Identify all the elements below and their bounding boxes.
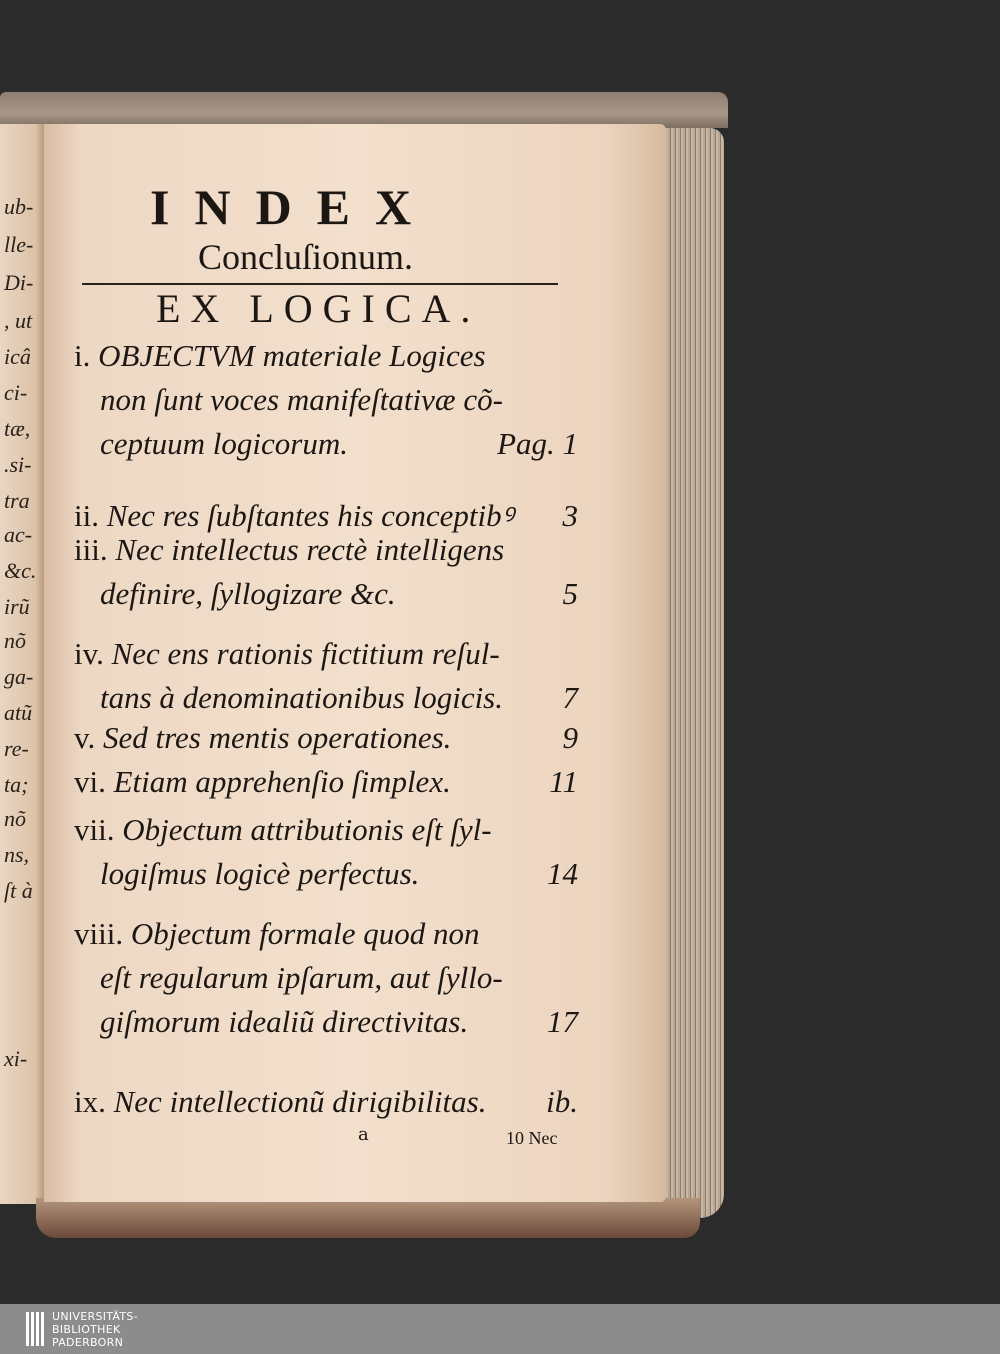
entry-line xyxy=(74,852,594,896)
entry-text: Nec intellectionũ dirigibilitas. xyxy=(113,1084,487,1119)
library-footer xyxy=(0,1304,1000,1354)
entry-page-ref: 9 xyxy=(562,720,578,755)
entry-page-ref: 14 xyxy=(547,856,578,891)
left-page-fragment: re- xyxy=(4,736,29,761)
conclusion-entry xyxy=(74,334,594,466)
left-page-fragment: , ut xyxy=(4,308,33,333)
entry-page-ref: 11 xyxy=(549,764,578,799)
entry-line xyxy=(74,760,594,804)
catchword: 10 Nec xyxy=(506,1128,558,1148)
left-page-fragment: Di- xyxy=(4,270,34,295)
entry-text: logiſmus logicè perfectus. xyxy=(100,856,420,891)
left-page-fragment: &c. xyxy=(4,558,37,583)
left-page-fragment: xi- xyxy=(4,1046,28,1071)
entry-line xyxy=(74,528,594,572)
entry-number: iii. xyxy=(74,532,108,567)
logo-line-1: UNIVERSITÄTS- xyxy=(52,1310,138,1323)
entry-text: Nec res ſubſtantes his conceptibꝰ xyxy=(106,498,514,533)
conclusion-entry xyxy=(74,1080,594,1124)
conclusion-entry xyxy=(74,528,594,616)
entry-line xyxy=(74,676,594,720)
entry-text: eſt regularum ipſarum, aut ſyllo- xyxy=(100,960,503,995)
left-page-fragment: ga- xyxy=(4,664,34,689)
left-page-fragment: nõ xyxy=(4,628,26,653)
entry-line xyxy=(74,808,594,852)
book-cover-bottom xyxy=(36,1198,700,1238)
entry-number: vi. xyxy=(74,764,106,799)
entry-number: iv. xyxy=(74,636,104,671)
left-page-fragment: ci- xyxy=(4,380,28,405)
signature-mark: a xyxy=(358,1124,369,1145)
entry-text: tans à denominationibus logicis. xyxy=(100,680,503,715)
entry-line xyxy=(74,632,594,676)
entry-number: i. xyxy=(74,338,91,373)
library-logo-icon xyxy=(26,1312,46,1346)
entry-page-ref: 7 xyxy=(562,680,578,715)
entry-page-ref: 5 xyxy=(562,576,578,611)
entry-text: OBJECTVM materiale Logices xyxy=(98,338,486,373)
index-title: INDEX xyxy=(150,179,437,235)
entry-number: viii. xyxy=(74,916,124,951)
entry-line xyxy=(74,716,594,760)
logo-line-2: BIBLIOTHEK xyxy=(52,1323,121,1336)
entry-text: Objectum formale quod non xyxy=(130,916,480,951)
entry-line xyxy=(74,378,594,422)
entry-number: ix. xyxy=(74,1084,106,1119)
left-page-fragment: ſt à xyxy=(4,878,33,903)
logo-line-3: PADERBORN xyxy=(52,1336,124,1349)
conclusion-entry xyxy=(74,760,594,804)
conclusion-entry xyxy=(74,716,594,760)
entry-text: Objectum attributionis eſt ſyl- xyxy=(122,812,492,847)
library-logo-text xyxy=(52,1310,138,1349)
entry-text: Sed tres mentis operationes. xyxy=(103,720,452,755)
entry-page-ref: ib. xyxy=(546,1084,578,1119)
entry-number: ii. xyxy=(74,498,99,533)
entry-number: vii. xyxy=(74,812,115,847)
left-page-fragment: irũ xyxy=(4,594,30,619)
left-page-fragment: .si- xyxy=(4,452,32,477)
left-page-fragment: tæ, xyxy=(4,416,31,441)
left-page-fragment: icâ xyxy=(4,344,31,369)
conclusion-entry xyxy=(74,632,594,720)
index-subtitle: Concluſionum. xyxy=(198,237,413,277)
entry-line xyxy=(74,1000,594,1044)
left-page xyxy=(0,124,44,1204)
entry-text: giſmorum idealiũ directivitas. xyxy=(100,1004,469,1039)
entry-text: Nec intellectus rectè intelligens xyxy=(115,532,505,567)
left-page-fragment: lle- xyxy=(4,232,34,257)
entry-text: Etiam apprehenſio ſimplex. xyxy=(113,764,451,799)
entry-line xyxy=(74,1080,594,1124)
left-page-fragment: tra xyxy=(4,488,30,513)
entry-page-ref: 3 xyxy=(562,498,578,533)
entry-page-ref: Pag. 1 xyxy=(497,426,578,461)
entry-text: ceptuum logicorum. xyxy=(100,426,348,461)
conclusion-entry xyxy=(74,912,594,1044)
entry-text: definire, ſyllogizare &c. xyxy=(100,576,396,611)
book-top-edge xyxy=(0,92,728,128)
entry-number: v. xyxy=(74,720,96,755)
left-page-fragment: ta; xyxy=(4,772,29,797)
entry-page-ref: 17 xyxy=(547,1004,578,1039)
entry-line xyxy=(74,912,594,956)
left-page-fragment: ns, xyxy=(4,842,30,867)
entry-line xyxy=(74,572,594,616)
left-page-fragment: nõ xyxy=(4,806,26,831)
entry-line xyxy=(74,956,594,1000)
section-heading: EX LOGICA. xyxy=(156,286,481,331)
entry-text: non ſunt voces manifeſtativæ cõ- xyxy=(100,382,503,417)
entry-line xyxy=(74,334,594,378)
page-block-edge xyxy=(658,128,724,1218)
left-page-fragment: ub- xyxy=(4,194,34,219)
conclusion-entry xyxy=(74,808,594,896)
left-page-fragment: atũ xyxy=(4,700,33,725)
left-page-fragment: ac- xyxy=(4,522,33,547)
entry-text: Nec ens rationis fictitium reſul- xyxy=(111,636,500,671)
